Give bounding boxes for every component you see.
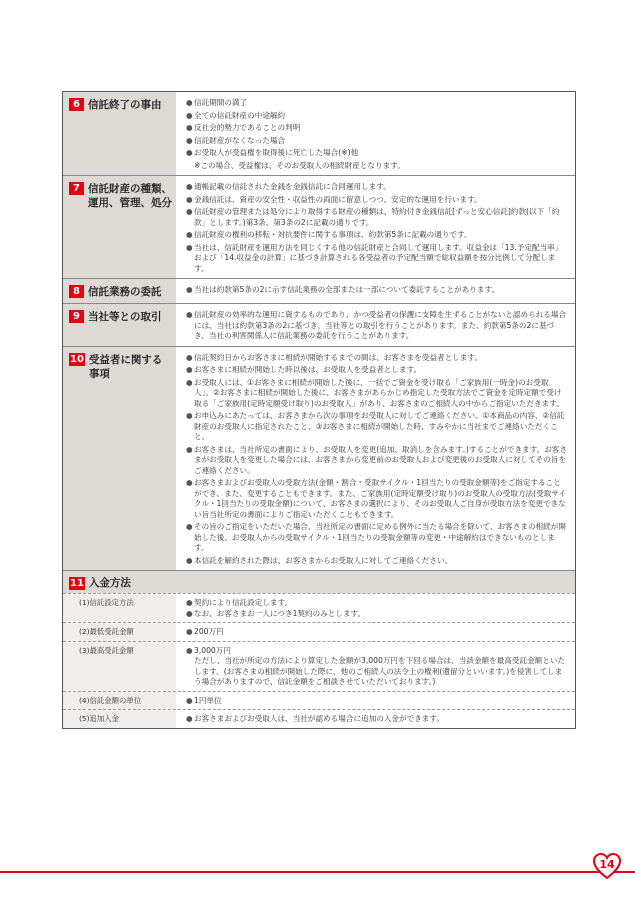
bullet-icon: ● [186, 377, 193, 387]
item-text: 全ての信託財産の中途解約 [194, 110, 286, 120]
item-text: 信託財産がなくなった場合 [194, 135, 286, 145]
bullet-icon: ● [186, 182, 193, 191]
section-header [63, 347, 176, 571]
page-number: 14 [599, 858, 615, 871]
bullet-icon: ● [186, 695, 193, 705]
subsection-label: (2)最低受託金額 [63, 623, 176, 641]
item-text: その旨のご指定をいただいた場合、当社所定の書面に定める例外に当たる場合を除いて、お客さまの相続が開始した後、お受取人からの受取サイクル・1回当たりの受取金額等の変更・中途解約はできないものとします。 [194, 522, 566, 552]
list-item [186, 696, 567, 707]
item-text: 反社会的勢力であることの判明 [194, 123, 301, 132]
bullet-icon: ● [186, 608, 193, 618]
bullet-icon: ● [186, 194, 193, 204]
bullet-icon: ● [186, 598, 193, 607]
item-text: なお、お客さまお一人につき1契約のみとします。 [194, 608, 366, 618]
item-text: 金銭信託は、資産の安全性・収益性の両面に留意しつつ、安定的な運用を行います。 [194, 194, 482, 204]
list-item [186, 365, 567, 376]
list-item [186, 609, 567, 620]
subsection-row [63, 622, 575, 641]
bullet-icon: ● [186, 285, 193, 294]
subsection-body [176, 710, 575, 728]
bullet-icon: ● [186, 444, 193, 454]
subsection-row [63, 691, 575, 710]
section-header [63, 279, 176, 303]
item-text: お客さまは、当社所定の書面により、お受取人を変更(追加、取消しを含みます。)することができます。お客さまがお受取人を変更した場合には、お客さまから変更前のお受取人および変更後のお受取人に対してその旨をご連絡ください。 [194, 444, 567, 475]
subsection-label: (3)最高受託金額 [63, 642, 176, 691]
list-item [186, 353, 567, 364]
bullet-icon: ● [186, 242, 193, 252]
section-row [63, 278, 575, 303]
section-title: 受益者に関する事項 [88, 353, 163, 380]
item-text: お客さまおよびお受取人の受取方法(金額・割合・受取サイクル・1回当たりの受取金額等)をご指定することができ、また、変更することもできます。また、ご家族用(定時定額受け取り)のお受取人の受取方法(受取サイクル・1回当たりの受取金額)について、お客さまの選択により、そのお受取人ご自身が受取方法を変更できない旨当社所定の書面によりご指定いただくこともできます。 [194, 478, 566, 519]
section-number: 11 [70, 577, 84, 589]
section-number: 7 [69, 182, 84, 195]
item-text: 当社は約款第5条の2に示す信託業務の全部または一部について委託することがあります。 [194, 285, 500, 294]
list-item [186, 148, 567, 159]
bullet-icon: ● [186, 135, 193, 145]
bullet-icon: ● [186, 411, 193, 420]
item-text: 信託財産の権利の移転・対抗要件に関する事項は、約款第5条に記載の通りです。 [194, 230, 472, 239]
section-row [63, 346, 575, 571]
list-item [186, 136, 567, 147]
section-number: 9 [69, 310, 84, 323]
item-text: 本信託を解約された際は、お客さまからお受取人に対してご連絡ください。 [194, 555, 453, 565]
item-text: 当社は、信託財産を運用方法を同じくする他の信託財産と合同して運用します。収益金は「13.予定配当率」および「14.収益金の計算」に基づき計算される各受益者の予定配当額で総収益額を按分比例して分配します。 [194, 242, 563, 273]
terms-table [62, 91, 576, 729]
section-number: 6 [69, 98, 84, 111]
list-item [186, 378, 567, 410]
section-body [176, 304, 575, 346]
item-text: お客さまに相続が開始した時以後は、お受取人を受益者とします。 [194, 365, 422, 374]
bullet-icon: ● [186, 352, 193, 362]
item-text: 信託財産の管理または処分により取得する財産の種類は、特約付き金銭信託[ずっと安心信託]約款(以下「約款」とします。)第3条、第3条の2に記載の通りです。 [194, 207, 560, 227]
list-item [186, 445, 567, 477]
bullet-icon: ● [186, 645, 193, 655]
bullet-icon: ● [186, 555, 193, 565]
item-text: お客さまおよびお受取人は、当社が認める場合に追加の入金ができます。 [194, 714, 444, 723]
subsection-body [176, 692, 575, 710]
list-item [186, 230, 567, 241]
section-header [63, 304, 176, 346]
bullet-spacer [186, 656, 194, 688]
subsection-row [63, 709, 575, 728]
list-item [186, 123, 567, 134]
item-text: お受取人には、①お客さまに相続が開始した後に、一括でご資金を受け取る「ご家族用(一時金)のお受取人」、②お客さまに相続が開始した後に、お客さまがあらかじめ指定した受取方法でご資金を定時定額で受け取る「ご家族用(定時定額受け取り)のお受取人」があり、お客さまのご相続人の中からご指定いただきます。 [194, 377, 564, 408]
section-title: 入金方法 [88, 577, 131, 589]
list-item [186, 714, 567, 725]
section-body [176, 279, 575, 303]
subsection-row [63, 641, 575, 691]
subsection-body [176, 642, 575, 691]
item-text: 通帳記載の信託された金銭を金銭信託に合同運用します。 [194, 182, 391, 191]
section-row [63, 303, 575, 346]
list-item [186, 627, 567, 638]
section-title: 信託終了の事由 [88, 99, 162, 111]
list-item [186, 207, 567, 228]
item-text: 信託契約日からお客さまに相続が開始するまでの間は、お客さまを受益者とします。 [194, 352, 482, 362]
list-item [186, 285, 567, 296]
item-text: お受取人が受益権を取得後に死亡した場合(※)他 [194, 148, 359, 157]
item-text: 3,000万円 [194, 645, 231, 655]
list-item [186, 646, 567, 657]
list-item [186, 310, 567, 342]
item-text: 契約により信託設定します。 [194, 598, 293, 607]
section-title: 信託業務の委託 [88, 286, 162, 298]
section-title: 当社等との取引 [88, 311, 162, 323]
item-text: ※この場合、受益権は、そのお受取人の相続財産となります。 [194, 160, 405, 170]
section-body [176, 92, 575, 175]
section-number: 10 [70, 353, 84, 365]
list-item [186, 522, 567, 554]
bullet-icon: ● [186, 522, 193, 531]
section-header [63, 570, 575, 593]
list-item [186, 161, 567, 172]
bullet-icon: ● [186, 110, 193, 120]
subsection-row [63, 593, 575, 622]
section-header [63, 92, 176, 175]
list-item [186, 98, 567, 109]
bullet-icon: ● [186, 230, 193, 239]
bullet-icon: ● [186, 714, 193, 723]
list-item [186, 656, 567, 688]
section-title: 信託財産の種類、運用、管理、処分 [88, 183, 172, 209]
bullet-icon: ● [186, 627, 193, 636]
section-body [176, 347, 575, 571]
subsection-label: (5)追加入金 [63, 710, 176, 728]
bullet-icon: ● [186, 365, 193, 374]
list-item [186, 556, 567, 567]
bullet-spacer [186, 161, 194, 172]
list-item [186, 111, 567, 122]
bullet-icon: ● [186, 98, 193, 107]
item-text: 1円単位 [194, 695, 222, 705]
footer-rule [0, 871, 635, 873]
list-item [186, 182, 567, 193]
bullet-icon: ● [186, 123, 193, 132]
section-body [176, 176, 575, 278]
bullet-icon: ● [186, 148, 193, 157]
list-item [186, 195, 567, 206]
item-text: 信託財産の効率的な運用に資するものであり、かつ受益者の保護に支障を生ずることがないと認められる場合には、当社は約款第3条の2に基づき、当社等との取引を行うことがあります。また、約款第5条の2に基づき、当社の利害関係人に信託業務の委託を行うことがあります。 [194, 310, 567, 340]
list-item [186, 411, 567, 443]
section-number: 8 [69, 285, 84, 298]
item-text: ただし、当社が所定の方法により算定した金額が3,000万円を下回る場合は、当該金額を最高受託金額といたします。(お客さまの相続が開始した際に、他のご相続人の法令上の権利(遺留分といいます。)を侵害してしまう場合がありますので、信託金額をご相談させていただいております。) [194, 656, 566, 686]
bullet-icon: ● [186, 310, 193, 319]
item-text: 信託期間の満了 [194, 98, 248, 107]
list-item [186, 478, 567, 520]
section-row [63, 92, 575, 175]
list-item [186, 598, 567, 609]
item-text: お申込みにあたっては、お客さまから次の事項をお受取人に対してご連絡ください。①本商品の内容、②信託財産のお受取人に指定されたこと、③お客さまに相続が開始した時、すみやかに当社までご連絡いただくこと。 [194, 411, 565, 441]
section-header [63, 176, 176, 278]
section-row [63, 175, 575, 278]
subsection-body [176, 594, 575, 622]
list-item [186, 243, 567, 275]
subsection-label: (4)信託金額の単位 [63, 692, 176, 710]
subsection-body [176, 623, 575, 641]
bullet-icon: ● [186, 207, 193, 216]
subsection-label: (1)信託設定方法 [63, 594, 176, 622]
bullet-icon: ● [186, 478, 193, 487]
item-text: 200万円 [194, 627, 224, 636]
